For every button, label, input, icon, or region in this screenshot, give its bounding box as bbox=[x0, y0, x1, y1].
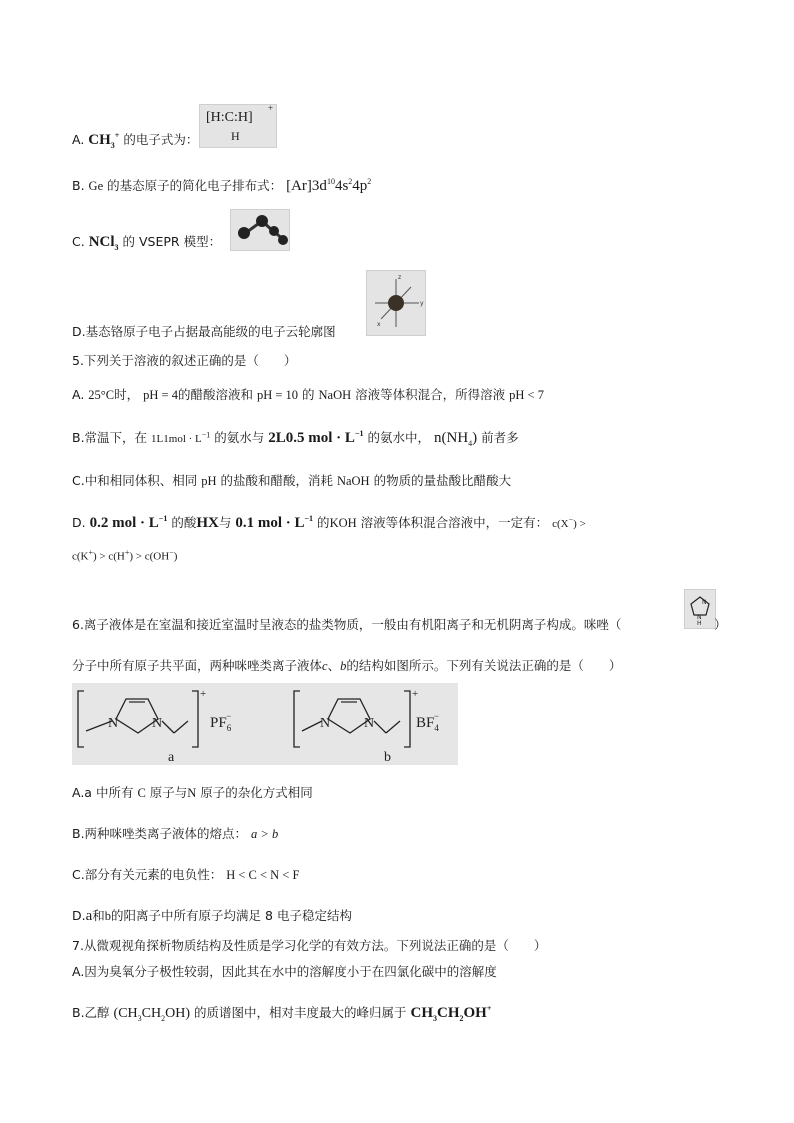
charge-plus: + bbox=[412, 688, 419, 700]
ph-value: pH < 7 bbox=[509, 388, 544, 402]
q5-option-c bbox=[72, 471, 511, 489]
ring-n-bottom: N bbox=[697, 614, 702, 621]
formula: $CH_3CH_2OH^+$ bbox=[410, 1004, 492, 1023]
anion-a: $PF_6-$ bbox=[210, 711, 232, 733]
q4-option-d bbox=[72, 322, 336, 340]
option-label: A. bbox=[72, 387, 85, 402]
vsepr-model-image bbox=[230, 209, 290, 251]
label-a: a bbox=[168, 750, 175, 765]
q4-option-a bbox=[72, 130, 198, 150]
amount: $n(NH_4)$ bbox=[434, 430, 478, 448]
option-label: B. bbox=[72, 178, 85, 193]
ph: pH bbox=[201, 474, 217, 488]
variable: c bbox=[322, 659, 328, 673]
q6-stem-line1-end: ） bbox=[714, 617, 727, 632]
text: 和 bbox=[92, 908, 105, 923]
text: 分子中所有原子共平面，两种咪唑类离子液体 bbox=[72, 658, 323, 673]
inequality: c(X−) > bbox=[552, 515, 586, 530]
q5-option-b bbox=[72, 428, 519, 448]
image-sup: + bbox=[268, 103, 274, 113]
electron-cloud-drawing bbox=[367, 271, 425, 335]
text: 与 bbox=[218, 515, 232, 530]
q5-option-a bbox=[72, 385, 544, 403]
nitrogen-label: N bbox=[108, 716, 119, 731]
text: 的盐酸和醋酸，消耗 bbox=[220, 473, 333, 488]
text: B.乙醇 bbox=[72, 1005, 110, 1020]
text: 的酸 bbox=[171, 515, 197, 530]
vsepr-model-drawing bbox=[231, 210, 289, 250]
comparison: a > b bbox=[251, 827, 279, 841]
concentration: 0.1 mol · $L^{-1}$ bbox=[235, 514, 314, 531]
formula: $CH_3^+$ bbox=[88, 131, 120, 150]
axis-y-label: y bbox=[420, 300, 424, 307]
q7-option-a: A.因为臭氧分子极性较弱，因此其在水中的溶解度小于在四氯化碳中的溶解度 bbox=[72, 964, 497, 979]
option-label: C. bbox=[72, 234, 85, 249]
q6-option-b bbox=[72, 824, 278, 842]
text: D. bbox=[72, 908, 86, 923]
image-bottom: H bbox=[231, 129, 240, 143]
text: 的物质的量盐酸比醋酸大 bbox=[373, 473, 512, 488]
q6-stem-line2 bbox=[72, 656, 621, 674]
text: A.a 中所有 bbox=[72, 785, 134, 800]
concentration: 0.2 mol · $L^{-1}$ bbox=[89, 514, 168, 531]
text: B.常温下，在 bbox=[72, 430, 148, 445]
text: C.部分有关元素的电负性： bbox=[72, 867, 223, 882]
label-b: b bbox=[384, 750, 391, 765]
config: $[Ar]3d^{10}4s^24p^2$ bbox=[286, 177, 372, 194]
text: 的质谱图中，相对丰度最大的峰归属于 bbox=[194, 1005, 407, 1020]
option-label: A. bbox=[72, 132, 85, 147]
ring-h: H bbox=[697, 620, 702, 627]
text: 溶液等体积混合，所得溶液 bbox=[355, 387, 506, 402]
formula: HX bbox=[196, 515, 219, 531]
text: 原子的杂化方式相同 bbox=[200, 785, 313, 800]
text: 的结构如图所示。下列有关说法正确的是（ ） bbox=[346, 658, 622, 673]
ring-n-top: N bbox=[702, 599, 707, 606]
text: 溶液等体积混合溶液中，一定有： bbox=[360, 515, 549, 530]
text: 原子与 bbox=[149, 785, 188, 800]
element: Ge bbox=[88, 179, 104, 193]
q4-option-c bbox=[72, 232, 221, 252]
option-label: D. bbox=[72, 515, 86, 530]
option-text: D.基态铬原子电子占据最高能级的电子云轮廓图 bbox=[72, 324, 336, 339]
text: 6.离子液体是在室温和接近室温时呈液态的盐类物质，一般由有机阳离子和无机阴离子构成。咪唑（ bbox=[72, 617, 622, 632]
formula: KOH bbox=[329, 516, 357, 530]
formula: NaOH bbox=[318, 388, 352, 402]
q6-option-a bbox=[72, 783, 313, 801]
concentration: $1L1mol \cdot L^{-1}$ bbox=[151, 430, 211, 445]
text: B.两种咪唑类离子液体的熔点： bbox=[72, 826, 248, 841]
text: 、 bbox=[327, 658, 341, 673]
charge-plus: + bbox=[200, 688, 207, 700]
nitrogen-label: N bbox=[152, 716, 163, 731]
q4-option-b bbox=[72, 176, 371, 195]
formula: NaOH bbox=[336, 474, 370, 488]
option-text: 的 VSEPR 模型： bbox=[122, 234, 222, 249]
formula: $(CH_3CH_2OH)$ bbox=[113, 1006, 191, 1023]
imidazole-image bbox=[684, 589, 716, 629]
anion-b: $BF_4-$ bbox=[416, 711, 439, 733]
comparison: H < C < N < F bbox=[226, 868, 300, 882]
nitrogen-label: N bbox=[320, 716, 331, 731]
ph-value: pH = 4 bbox=[143, 388, 178, 402]
ph-value: pH = 10 bbox=[256, 388, 299, 402]
q5-option-d bbox=[72, 513, 586, 532]
text: 的 bbox=[302, 387, 315, 402]
image-text: [H:C:H] bbox=[206, 110, 253, 125]
text: 的氨水中， bbox=[367, 430, 431, 445]
q6-option-c bbox=[72, 865, 299, 883]
q6-stem-line1 bbox=[72, 615, 621, 633]
temperature: 25°C bbox=[88, 388, 115, 402]
text: 的阳离子中所有原子均满足 8 电子稳定结构 bbox=[111, 908, 352, 923]
q6-option-d bbox=[72, 906, 352, 925]
axis-z-label: z bbox=[398, 274, 402, 281]
nitrogen-label: N bbox=[364, 716, 375, 731]
element: C bbox=[137, 786, 146, 800]
concentration: 2L0.5 mol · $L^{-1}$ bbox=[268, 429, 364, 446]
axis-x-label: x bbox=[377, 321, 381, 328]
option-text: 的电子式为： bbox=[123, 132, 199, 147]
element: N bbox=[187, 786, 197, 800]
text: C.中和相同体积、相同 bbox=[72, 473, 198, 488]
variable: b bbox=[340, 659, 347, 673]
text: 前者多 bbox=[481, 430, 519, 445]
imidazole-drawing bbox=[685, 590, 715, 628]
text: 的氨水与 bbox=[214, 430, 265, 445]
text: 时， bbox=[114, 387, 140, 402]
q5-stem: 5.下列关于溶液的叙述正确的是（ ） bbox=[72, 353, 297, 368]
q7-stem: 7.从微观视角探析物质结构及性质是学习化学的有效方法。下列说法正确的是（ ） bbox=[72, 938, 547, 953]
variable: b bbox=[104, 909, 112, 923]
electron-cloud-image bbox=[366, 270, 426, 336]
variable: a bbox=[85, 908, 93, 924]
text: 的醋酸溶液和 bbox=[177, 387, 253, 402]
formula: NCl$_3$ bbox=[88, 234, 119, 252]
text: 的 bbox=[317, 515, 330, 530]
ionic-liquid-structures-image bbox=[72, 683, 458, 765]
electron-formula-image bbox=[199, 104, 277, 148]
ionic-liquid-structures-drawing bbox=[72, 683, 458, 765]
q7-option-b bbox=[72, 1003, 491, 1023]
q5-option-d-line2: c(K+) > c(H+) > c(OH−) bbox=[72, 548, 178, 563]
option-text: 的基态原子的简化电子排布式： bbox=[107, 178, 283, 193]
